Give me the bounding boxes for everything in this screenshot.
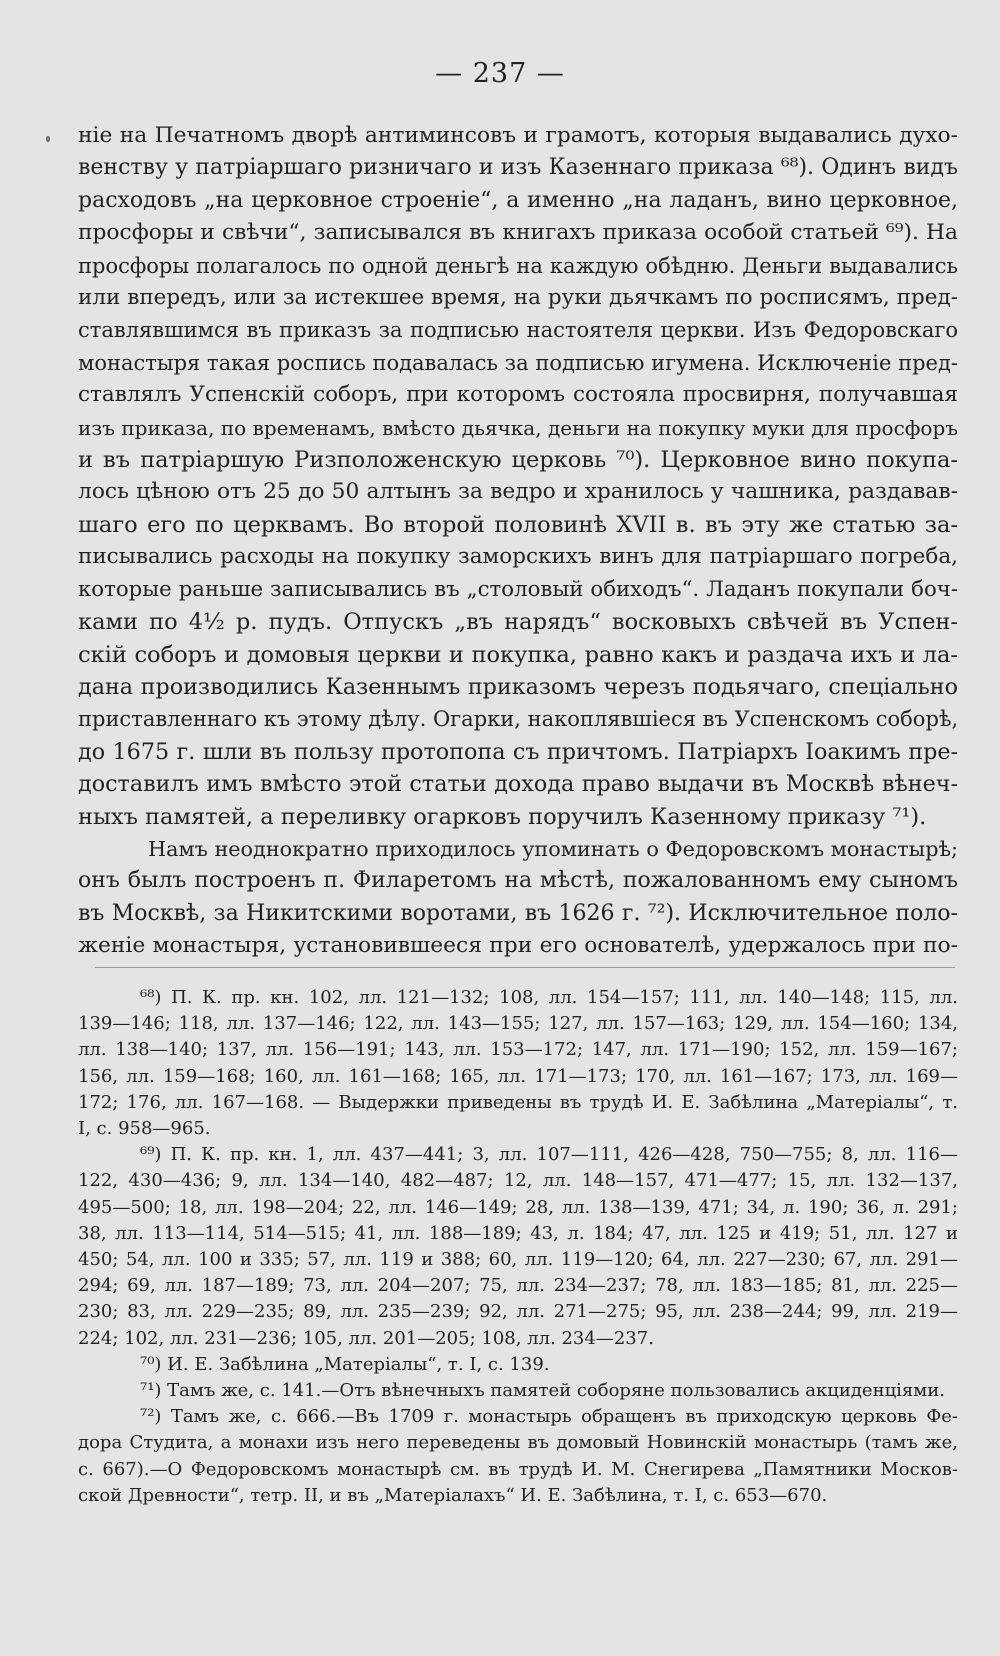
text-line: просфоры и свѣчи“, записывался въ книгахъ приказа особой статьей ⁶⁹). На [78, 220, 958, 246]
text-line: женіе монастыря, установившееся при его основателѣ, удержалось при по- [78, 933, 958, 959]
footnote-line: ⁶⁹) П. К. пр. кн. 1, лл. 437—441; 3, лл. 107—111, 426—428, 750—755; 8, лл. 116— [140, 1144, 958, 1166]
footnote-line: ⁶⁸) П. К. пр. кн. 102, лл. 121—132; 108, лл. 154—157; 111, лл. 140—148; 115, лл. [140, 987, 958, 1008]
text-line: шаго его по церквамъ. Во второй половинѣ XVII в. въ эту же статью за- [78, 511, 958, 538]
footnote-divider [95, 967, 955, 968]
footnote-line: с. 667).—О Федоровскомъ монастырѣ см. въ трудѣ И. М. Снегирева „Памятники Москов- [78, 1458, 958, 1480]
text-line: изъ приказа, по временамъ, вмѣсто дьячка, деньги на покупку муки для просфоръ [78, 415, 958, 440]
text-line: въ Москвѣ, за Никитскими воротами, въ 1626 г. ⁷²). Исключительное поло- [78, 900, 958, 926]
text-line: скій соборъ и домовыя церкви и покупка, равно какъ и раздача ихъ и ла- [78, 641, 958, 668]
footnote-line: 172; 176, лл. 167—168. — Выдержки приведены въ трудѣ И. Е. Забѣлина „Матеріалы“, т. [78, 1091, 958, 1113]
footnote-line: 450; 54, лл. 100 и 335; 57, лл. 119 и 388; 60, лл. 119—120; 64, лл. 227—230; 67, лл. 291— [78, 1249, 958, 1271]
text-line: расходовъ „на церковное строеніе“, а именно „на ладанъ, вино церковное, [78, 187, 958, 213]
footnote-line: ской Древности“, тетр. II, и въ „Матеріалахъ“ И. Е. Забѣлина, т. I, с. 653—670. [78, 1484, 828, 1506]
margin-mark [46, 136, 50, 142]
page-number: — 237 — [435, 58, 565, 89]
text-line: ныхъ памятей, а переливку огарковъ поручилъ Казенному приказу ⁷¹). [78, 803, 927, 830]
text-line: дана производились Казеннымъ приказомъ черезъ подьячаго, спеціально [78, 673, 958, 700]
text-line: ками по 4½ р. пудъ. Отпускъ „въ нарядъ“ восковыхъ свѣчей въ Успен- [78, 609, 958, 636]
text-line: и въ патріаршую Ризположенскую церковь ⁷⁰). Церковное вино покупа- [78, 447, 958, 474]
text-line: доставилъ имъ вмѣсто этой статьи дохода право выдачи въ Москвѣ вѣнеч- [78, 771, 958, 798]
footnotes [78, 985, 958, 1509]
text-line: приставленнаго къ этому дѣлу. Огарки, накоплявшіеся въ Успенскомъ соборѣ, [78, 707, 959, 732]
text-line: просфоры полагалось по одной деньгѣ на каждую обѣдню. Деньги выдавались [78, 253, 958, 278]
footnote-line: 294; 69, лл. 187—189; 73, лл. 204—207; 75, лл. 234—237; 78, лл. 183—185; 81, лл. 225— [78, 1275, 958, 1297]
text-line: писывались расходы на покупку заморскихъ винъ для патріаршаго погреба, [78, 544, 958, 570]
text-line: лось цѣною отъ 25 до 50 алтынъ за ведро и хранилось у чашника, раздавав- [78, 479, 958, 505]
footnote-line: ⁷⁰) И. Е. Забѣлина „Матеріалы“, т. I, с. 139. [140, 1353, 550, 1375]
footnote-line: 224; 102, лл. 231—236; 105, лл. 201—205; 108, лл. 234—237. [78, 1327, 654, 1349]
footnote-line: 230; 83, лл. 229—235; 89, лл. 235—239; 92, лл. 271—275; 95, лл. 238—244; 99, лл. 219— [78, 1301, 958, 1323]
text-line: ставлялъ Успенскій соборъ, при которомъ состояла просвирня, получавшая [78, 382, 958, 408]
footnote-line: ⁷¹) Тамъ же, с. 141.—Отъ вѣнечныхъ памятей соборяне пользовались акциденціями. [140, 1380, 945, 1402]
text-line: онъ былъ построенъ п. Филаретомъ на мѣстѣ, пожалованномъ ему сыномъ [78, 868, 958, 894]
text-line: венству у патріаршаго ризничаго и изъ Казеннаго приказа ⁶⁸). Одинъ видъ [78, 155, 958, 181]
text-line: которые раньше записывались въ „столовый обиходъ“. Ладанъ покупали боч- [78, 576, 958, 602]
footnote-line: лл. 138—140; 137, лл. 156—191; 143, лл. 153—172; 147, лл. 171—190; 152, лл. 159—167; [78, 1039, 958, 1061]
footnote-line: I, с. 958—965. [78, 1118, 211, 1140]
main-text [78, 120, 958, 963]
footnote-line: 156, лл. 159—168; 160, лл. 161—168; 165, лл. 171—173; 170, лл. 161—167; 173, лл. 169— [78, 1065, 958, 1087]
text-line: ставлявшимся въ приказъ за подписью настоятеля церкви. Изъ Федоровскаго [78, 318, 958, 343]
footnote-line: 139—146; 118, лл. 137—146; 122, лл. 143—155; 127, лл. 157—163; 129, лл. 154—160; 134, [78, 1013, 958, 1035]
text-line: Намъ неоднократно приходилось упоминать о Федоровскомъ монастырѣ; [148, 836, 958, 861]
text-line: монастыря такая роспись подавалась за подписью игумена. Исключеніе пред- [78, 350, 958, 375]
footnote-line: ⁷²) Тамъ же, с. 666.—Въ 1709 г. монастырь обращенъ въ приходскую церковь Фе- [140, 1406, 958, 1428]
text-line: ніе на Печатномъ дворѣ антиминсовъ и грамотъ, которыя выдавались духо- [78, 123, 958, 148]
text-line: до 1675 г. шли въ пользу протопопа съ причтомъ. Патріархъ Іоакимъ пре- [78, 738, 958, 765]
text-line: или впередъ, или за истекшее время, на руки дьячкамъ по росписямъ, пред- [78, 285, 958, 311]
footnote-line: 122, 430—436; 9, лл. 134—140, 482—487; 12, лл. 148—157, 471—477; 15, лл. 132—137, [78, 1170, 958, 1192]
footnote-line: 495—500; 18, лл. 198—204; 22, лл. 146—149; 28, лл. 138—139, 471; 34, л. 190; 36, л. 291; [78, 1196, 958, 1218]
footnote-line: 38, лл. 113—114, 514—515; 41, лл. 188—189; 43, л. 184; 47, лл. 125 и 419; 51, лл. 127 и [78, 1222, 958, 1244]
footnote-line: дора Студита, а монахи изъ него переведены въ домовый Новинскій монастырь (тамъ же, [78, 1432, 958, 1454]
